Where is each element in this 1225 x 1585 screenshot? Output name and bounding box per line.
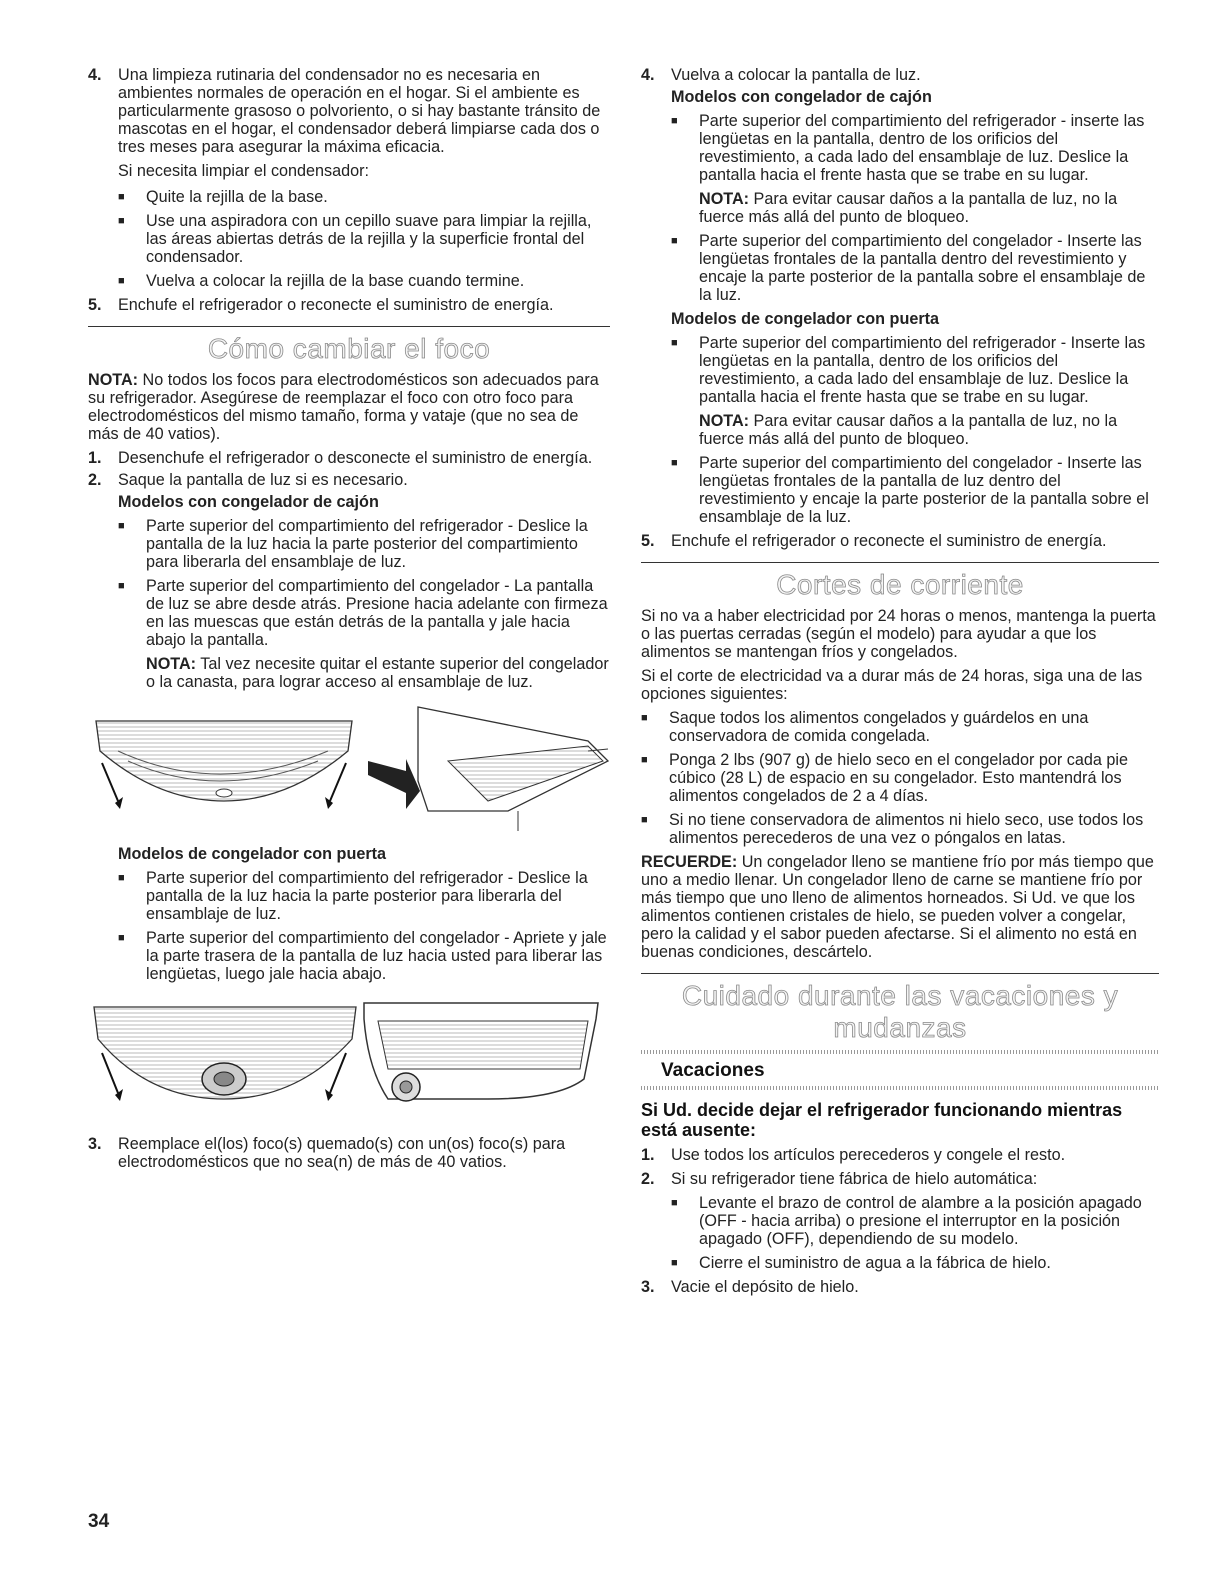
bullet-item: ■ Parte superior del compartimiento del refrigerador - Deslice la pantalla de la luz hacia la parte posterior del compartimiento para liberarla del ensamblaje de luz. [118, 517, 588, 571]
bulb-note: NOTA: No todos los focos para electrodomésticos son adecuados para su refrigerador. Asegúrese de reemplazar el foco con otro foco para electrodomésticos del mismo tamaño, forma y vataje (que no sea de más de 40 vatios). [88, 371, 599, 443]
vac-step-1: 1. Use todos los artículos perecederos y congele el resto. [641, 1146, 1066, 1164]
drawer-note-right: NOTA: Para evitar causar daños a la pantalla de luz, no la fuerce más allá del punto de bloqueo. [699, 190, 1118, 226]
bullet-item: ■ Parte superior del compartimiento del congelador - Apriete y jale la parte trasera de la pantalla de luz hacia usted para liberar las lengüetas, luego jale hacia abajo. [118, 929, 607, 983]
away-heading: Si Ud. decide dejar el refrigerador funcionando mientras está ausente: [641, 1100, 1123, 1140]
item-5: 5. Enchufe el refrigerador o reconecte el suministro de energía. [88, 296, 554, 314]
door-models-title-right: Modelos de congelador con puerta [671, 310, 940, 328]
section-title-bulb: Cómo cambiar el foco [207, 333, 491, 364]
drawer-note: NOTA: Tal vez necesite quitar el estante superior del congelador o la canasta, para lograr acceso al ensamblaje de luz. [146, 655, 609, 691]
door-models-title: Modelos de congelador con puerta [118, 845, 387, 863]
step-5: 5. Enchufe el refrigerador o reconecte el suministro de energía. [641, 532, 1107, 550]
bullet-item: ■ Levante el brazo de control de alambre a la posición apagado (OFF - hacia arriba) o presione el interruptor en la posición apagado (OFF), dependiendo de su modelo. [671, 1194, 1142, 1248]
left-column [88, 66, 610, 1171]
condenser-intro: Si necesita limpiar el condensador: [118, 162, 370, 180]
drawer-models-title: Modelos con congelador de cajón [118, 493, 379, 511]
bullet-item: ■ Parte superior del compartimiento del congelador - Inserte las lengüetas frontales de la pantalla dentro del revestimiento y encaje la parte posterior de la pantalla sobre el ensamblaje de la luz. [671, 232, 1146, 304]
dotted-divider [641, 1086, 1159, 1090]
step-1: 1. Desenchufe el refrigerador o desconecte el suministro de energía. [88, 449, 593, 467]
step-3: 3. Reemplace el(los) foco(s) quemado(s) con un(os) foco(s) para electrodomésticos que no sea(n) de más de 40 vatios. [88, 1135, 566, 1171]
bullet-item: ■ Ponga 2 lbs (907 g) de hielo seco en el congelador por cada pie cúbico (28 L) de espacio en su congelador. Esto mantendrá los alimentos congelados de 2 a 4 días. [641, 751, 1128, 805]
vacaciones-heading: Vacaciones [661, 1060, 765, 1081]
bullet-item: ■ Vuelva a colocar la rejilla de la base cuando termine. [118, 272, 525, 290]
section-title-vacation: Cuidado durante las vacaciones y mudanzas [681, 980, 1119, 1043]
bullet-item: ■ Parte superior del compartimiento del refrigerador - Deslice la pantalla de la luz hacia la parte posterior para liberarla del ensamblaje de luz. [118, 869, 588, 923]
item-4: 4. Una limpieza rutinaria del condensador no es necesaria en ambientes normales de operación en el hogar. Si el ambiente es particularmente grasoso o polvoriento, o si hay bastante tránsito de mascotas en el hogar, el condensador deberá limpiarse cada dos o tres meses para asegurar la máxima eficacia. [88, 66, 601, 156]
door-note-right: NOTA: Para evitar causar daños a la pantalla de luz, no la fuerce más allá del punto de bloqueo. [699, 412, 1118, 448]
bullet-item: ■ Cierre el suministro de agua a la fábrica de hielo. [671, 1254, 1051, 1272]
bullet-item: ■ Quite la rejilla de la base. [118, 188, 328, 206]
outage-paragraph: Si el corte de electricidad va a durar más de 24 horas, siga una de las opciones siguientes: [641, 667, 1143, 703]
bullet-item: ■ Parte superior del compartimiento del refrigerador - inserte las lengüetas en la pantalla, dentro de los orificios del revestimiento, a cada lado del ensamblaje de luz. Deslice la pantalla hacia el frente hasta que se trabe en su lugar. [671, 112, 1145, 184]
light-shield-drawer-illustration [88, 701, 610, 835]
right-column [641, 66, 1159, 1296]
divider [88, 326, 610, 327]
remember-paragraph: RECUERDE: Un congelador lleno se mantiene frío por más tiempo que uno a medio llenar. Un congelador lleno de carne se mantiene frío por más tiempo que uno lleno de alimentos horneados. Si Ud. ve que los alimentos contienen cristales de hielo, se pueden volver a congelar, pero la calidad y el sabor pueden afectarse. Si el alimento no está en buenas condiciones, descártelo. [641, 853, 1154, 961]
divider [641, 973, 1159, 974]
vac-step-2: 2. Si su refrigerador tiene fábrica de hielo automática: [641, 1170, 1038, 1188]
page-number: 34 [88, 1511, 110, 1532]
step-2: 2. Saque la pantalla de luz si es necesario. [88, 471, 408, 489]
bullet-item: ■ Parte superior del compartimiento del refrigerador - Inserte las lengüetas en la pantalla, dentro de los orificios del revestimiento, a cada lado del ensamblaje de luz. Deslice la pantalla hacia el frente hasta que se trabe en su lugar. [671, 334, 1146, 406]
dotted-divider [641, 1050, 1159, 1054]
section-title-outage: Cortes de corriente [776, 569, 1024, 600]
step-4: 4. Vuelva a colocar la pantalla de luz. [641, 66, 921, 84]
bullet-item: ■ Si no tiene conservadora de alimentos ni hielo seco, use todos los alimentos perecederos de una vez o póngalos en latas. [641, 811, 1144, 847]
bullet-item: ■ Parte superior del compartimiento del congelador - La pantalla de luz se abre desde atrás. Presione hacia adelante con firmeza en las muescas que están detrás de la pantalla y jale hacia abajo la pantalla. [118, 577, 608, 649]
outage-paragraph: Si no va a haber electricidad por 24 horas o menos, mantenga la puerta o las puertas cerradas (según el modelo) para ayudar a que los alimentos se mantengan fríos y congelados. [641, 607, 1156, 661]
drawer-models-title-right: Modelos con congelador de cajón [671, 88, 932, 106]
divider [641, 562, 1159, 563]
vac-step-3: 3. Vacie el depósito de hielo. [641, 1278, 859, 1296]
bullet-item: ■ Saque todos los alimentos congelados y guárdelos en una conservadora de comida congelada. [641, 709, 1089, 745]
bullet-item: ■ Parte superior del compartimiento del congelador - Inserte las lengüetas frontales de la pantalla de luz dentro del revestimiento y encaje la parte posterior de la pantalla sobre el ensamblaje de la luz. [671, 454, 1149, 526]
bullet-item: ■ Use una aspiradora con un cepillo suave para limpiar la rejilla, las áreas abiertas detrás de la rejilla y la superficie frontal del condensador. [118, 212, 592, 266]
light-shield-door-illustration [88, 999, 610, 1125]
